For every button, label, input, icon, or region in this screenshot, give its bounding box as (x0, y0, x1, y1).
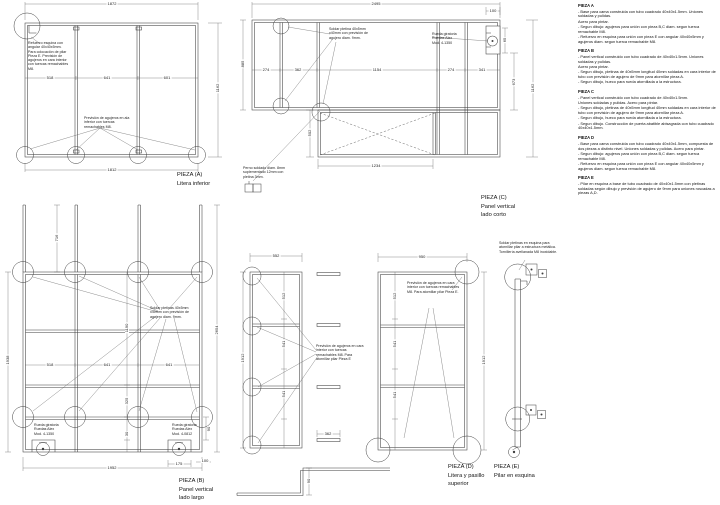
step-profile (237, 468, 390, 496)
spec-line: Acero para pintar. (578, 18, 609, 24)
piece-e-title: PIEZA (E) (494, 464, 520, 470)
note-a-refuerzo: Refuerzo esquina con angular 40x40x5mm. Para colocación de pilar Pieza E. Previsión de agujeros en cara interior con tuercas remachables M8. (28, 41, 69, 71)
piece-b-subtitle2: lado largo (179, 495, 204, 502)
spec-line: - Segun dibujo. Construcción de puerta abatible abisagrada con tubo cuadrado 40x40x1.5mm. (578, 120, 714, 131)
piece-a-dim-lines (25, 2, 222, 172)
dim-p-left: 1912 (240, 353, 245, 363)
piece-c-title: PIEZA (C) (481, 195, 507, 201)
dim-c-bay2: 362 (294, 67, 302, 72)
spec-line: - Pilar en esquina a base de tubo cuadrado de 40x40x1.5mm con pletinas soldadas según dibujo y previsión de agujero de 9mm para uniones roscadas a piezas A,D. (578, 180, 715, 196)
spec-line: - Segun dibujo: agujeros para unión con pieza B,C diam. segun tuerca remachable M8. (578, 24, 700, 34)
spec-line: - Base para cama construida con tubo cuadrado 40x40x1.5mm. Uniones soldadas y pulidas. (578, 8, 704, 19)
spec-line: - Panel vertical construido con tubo cuadrado de 40x40x1.5mm. (578, 94, 689, 100)
dim-b-left: 1938 (5, 355, 10, 365)
note-b-rueda-der: Rueda giratoria Ruedas Alex Mod. 4-0812 (172, 423, 197, 436)
piece-d-subtitle: Litera y pasillo (448, 472, 485, 479)
piece-a-drawing (14, 2, 222, 172)
dim-a-bottom: 1812 (107, 167, 117, 172)
dim-c-bay3: 1154 (372, 67, 382, 72)
note-b-rueda-izq: Rueda giratoria Ruedas Alex Mod. 4-1350 (34, 423, 59, 436)
dim-d-bay2: 541 (392, 340, 397, 348)
dim-p-bay1: 512 (281, 292, 286, 300)
spec-line: - Segun dibujo, pletinas de 40x5mm longitud 40mm soldadas en cara interior de tubo con previsión de agujero de 9mm para atornillar pieza A. (578, 105, 716, 116)
detail-balloon (14, 13, 40, 39)
dim-c-door-w: 1234 (371, 163, 381, 168)
dim-c-bay1: 274 (262, 67, 270, 72)
piece-d-leaders (404, 277, 462, 438)
piece-e-drawing (505, 260, 547, 458)
dim-c-notch: 100 (489, 8, 497, 13)
spec-line: - Segun dibujo, hueco para rueda atornillada a la estructura. (578, 115, 682, 121)
piece-b-subtitle: Panel vertical (179, 486, 214, 493)
dim-d-top: 950 (418, 254, 426, 259)
spec-heading: PIEZA A (578, 3, 594, 8)
dim-c-left: 885 (240, 60, 245, 68)
spec-line: - Segun dibujo: agujeros para unión con pieza B,C diam. segun tuerca remachable M8. (578, 150, 700, 161)
note-a-agujeros: Previsión de agujeros en ala inferior con tuercas remachables M8. (84, 116, 130, 129)
dim-p-bay2: 541 (281, 340, 286, 348)
wheel-right (168, 440, 191, 456)
pasillo-leaders (257, 278, 318, 443)
dim-c-bay4: 274 (447, 67, 455, 72)
dim-b-right: 2654 (214, 325, 219, 335)
piece-a-title: PIEZA (A) (177, 172, 203, 178)
note-d-agujeros: Previsión de agujeros en cara interior con tuercas remachables M8. Para atornillar pilar Pieza E. (407, 281, 460, 294)
door-diagonals (320, 113, 435, 155)
detail-balloon (505, 264, 531, 290)
note-pasillo: Previsión de agujeros en cara interior con tuercas remachables M8. Para atornillar pilar Pieza E (316, 344, 364, 361)
dim-b-mid2: 325 (124, 397, 129, 405)
piece-e-subtitle: Pilar en esquina (494, 472, 535, 479)
dim-a-bay1: 518 (46, 75, 54, 80)
spec-line: - Segun dibujo, pletinas de 40x5mm longitud 40mm soldadas en cara interior de tubo con previsión de agujero de 9mm para atornillar pieza A. (578, 69, 716, 80)
piece-c-leaders (253, 27, 488, 181)
piece-b-leaders (33, 276, 197, 412)
dim-p-step: 90 (306, 478, 311, 484)
piece-a-subtitle: Litera inferior (177, 180, 211, 187)
piece-d-title: PIEZA (D) (448, 464, 474, 470)
dim-c-right-in: 673 (511, 78, 516, 86)
dim-b-wheel-w: 175 (175, 461, 183, 466)
dim-b-bay2: 641 (103, 362, 111, 367)
perno-icon (245, 181, 261, 192)
dim-b-wheel-h: 90 (206, 426, 211, 432)
wheel-notch (486, 26, 500, 54)
dim-c-top: 2495 (371, 1, 381, 6)
piece-d-subtitle2: superior (448, 481, 469, 488)
dim-b-bay3: 641 (165, 362, 173, 367)
piece-e-label (494, 463, 535, 480)
spec-line: - Segun dibujo, hueco para rueda atornillada a la estructura. (578, 79, 682, 85)
dim-a-bay2: 641 (103, 75, 111, 80)
piece-b-label (179, 477, 213, 503)
dim-d-right: 1912 (481, 355, 486, 365)
pasillo-frame-drawing (237, 253, 390, 496)
spec-line: - Refuerzo en esquina para unión con pieza E con angular 40x40x5mm y agujeros diam. segun tuerca remachable M8. (578, 160, 704, 171)
dim-b-bay1: 518 (46, 362, 54, 367)
spec-line: Uniones soldadas y pulidas. Acero para pintar. (578, 100, 659, 106)
dim-c-bay5: 341 (478, 67, 486, 72)
dim-a-top: 1872 (107, 1, 117, 6)
piece-d-label (448, 463, 484, 489)
piece-c-subtitle2: lado corto (481, 212, 506, 219)
dim-a-bay3: 601 (163, 75, 171, 80)
dim-b-stub: 716 (54, 234, 59, 242)
wheel-left (32, 440, 55, 456)
pasillo-dim-lines (240, 253, 340, 495)
spec-heading: PIEZA C (578, 89, 594, 95)
piece-e-leaders (519, 260, 525, 270)
note-c-pletina: Soldar pletina 40x5mm x40mm con previsión de agujero diam. 9mm. (329, 27, 368, 40)
dim-b-bottom: 1952 (107, 465, 117, 470)
piece-c-drawing (240, 2, 538, 192)
spec-line: - Panel vertical construido con tubo cuadrado de 40x40x1.5mm. Uniones soldadas y pulidas. (578, 54, 704, 64)
dim-c-right-out: 1162 (530, 83, 535, 93)
piece-b-title: PIEZA (B) (179, 478, 205, 484)
note-e-pletinas: Soldar pletinas en esquina para atornillar pilar a estructura metálica. Tornillería avellanada M8 inoxidable. (499, 241, 558, 254)
spec-line: - Base para cama construida con tubo cuadrado 40x40x1.5mm, compuesta de dos piezas a distinto nivel. Uniones soldadas y pulidas. Acero para pintar. (578, 140, 714, 151)
spec-line: - Refuerzo en esquina para unión con pieza E con angular 40x40x5mm y agujeros diam. segun tuerca remachable M8. (578, 34, 704, 44)
dim-a-right: 1162 (215, 83, 220, 93)
dim-b-mid3: 30 (124, 431, 129, 437)
spec-block (578, 4, 716, 197)
dim-b-mid1: 1190 (124, 323, 129, 333)
piece-c-subtitle: Panel vertical (481, 203, 516, 210)
spec-heading: PIEZA D (578, 135, 594, 141)
piece-a-label (177, 171, 210, 188)
caster-wheel (509, 447, 520, 458)
dim-d-bay1: 512 (392, 292, 397, 300)
note-c-perno: Perno soldado diam. 8mm suplementado 12mm con pletina 3mm. (243, 166, 285, 179)
dim-p-bay3: 541 (281, 390, 286, 398)
pletina-sections (526, 264, 547, 419)
note-b-pletinas: Soldar pletinas 40x5mm x40mm con previsión de agujero diam. 9mm. (150, 306, 189, 319)
spec-line: Acero para pintar. (578, 64, 609, 70)
dim-p-bar: 362 (324, 431, 332, 436)
dim-b-wheel-off: 100 (201, 458, 209, 463)
dim-p-top: 552 (272, 253, 280, 258)
dim-c-door-h: 502 (307, 129, 312, 137)
piece-c-label (481, 194, 515, 220)
dim-d-bay3: 541 (392, 391, 397, 399)
spec-heading: PIEZA B (578, 48, 594, 54)
spec-heading: PIEZA E (578, 175, 594, 181)
dim-c-wheel: 65 (502, 37, 507, 43)
note-c-rueda: Rueda giratoria Ruedas Alex Mod. 4-1350 (432, 32, 457, 45)
